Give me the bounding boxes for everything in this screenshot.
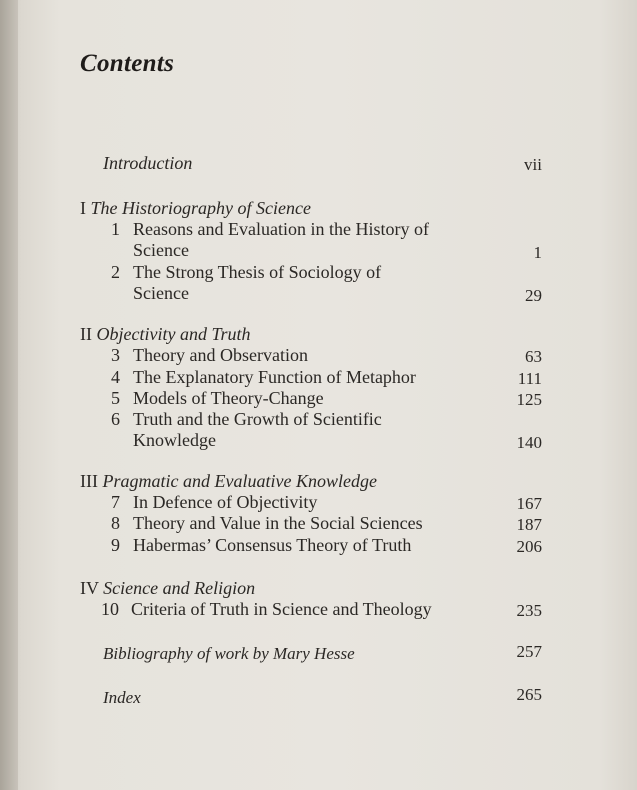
chapter-line <box>111 513 423 534</box>
chapter-title: Habermas’ Consensus Theory of Truth <box>133 535 412 555</box>
chapter-page: 187 <box>516 515 542 534</box>
chapter-number: 5 <box>111 388 120 408</box>
part-title: Objectivity and Truth <box>96 324 251 344</box>
index-label: Index <box>103 688 141 707</box>
chapter-number: 8 <box>111 513 120 533</box>
chapter-number: 3 <box>111 345 120 365</box>
part-heading <box>80 324 250 345</box>
chapter-line <box>111 492 317 513</box>
chapter-line <box>111 219 429 240</box>
part-heading <box>80 578 255 599</box>
chapter-title: In Defence of Objectivity <box>133 492 318 512</box>
bibliography-page: 257 <box>516 642 542 661</box>
contents-heading: Contents <box>80 50 175 77</box>
chapter-page: 111 <box>517 369 542 388</box>
chapter-title-continued: Science <box>133 283 189 303</box>
chapter-line <box>111 262 381 283</box>
bibliography-label: Bibliography of work by Mary Hesse <box>103 644 355 663</box>
chapter-page: 29 <box>525 286 542 305</box>
chapter-title: The Explanatory Function of Metaphor <box>133 367 416 387</box>
part-title: The Historiography of Science <box>90 198 311 218</box>
chapter-number: 1 <box>111 219 120 239</box>
chapter-title: Criteria of Truth in Science and Theology <box>131 599 432 619</box>
chapter-page: 167 <box>516 494 542 513</box>
chapter-title-continued: Science <box>133 240 189 260</box>
part-heading <box>80 471 377 492</box>
part-numeral: IV <box>80 578 99 598</box>
chapter-title: Reasons and Evaluation in the History of <box>133 219 429 239</box>
chapter-page: 63 <box>525 347 542 366</box>
chapter-page: 1 <box>533 243 542 262</box>
chapter-title-continued: Knowledge <box>133 430 216 450</box>
intro-page: vii <box>524 155 542 174</box>
chapter-line <box>111 345 308 366</box>
chapter-line <box>111 367 416 388</box>
chapter-number: 10 <box>101 599 119 619</box>
chapter-number: 7 <box>111 492 120 512</box>
chapter-title: Truth and the Growth of Scientific <box>133 409 382 429</box>
chapter-number: 2 <box>111 262 120 282</box>
intro-label: Introduction <box>103 153 193 173</box>
chapter-title: The Strong Thesis of Sociology of <box>133 262 382 282</box>
chapter-number: 4 <box>111 367 120 387</box>
chapter-number: 6 <box>111 409 120 429</box>
chapter-page: 125 <box>516 390 542 409</box>
part-title: Pragmatic and Evaluative Knowledge <box>102 471 377 491</box>
part-numeral: I <box>80 198 86 218</box>
chapter-line <box>111 388 324 409</box>
chapter-page: 235 <box>516 601 542 620</box>
part-title: Science and Religion <box>103 578 256 598</box>
chapter-line <box>111 409 382 430</box>
chapter-number: 9 <box>111 535 120 555</box>
chapter-title: Theory and Value in the Social Sciences <box>133 513 423 533</box>
chapter-line <box>101 599 432 620</box>
chapter-title: Models of Theory-Change <box>133 388 324 408</box>
chapter-page: 140 <box>516 433 542 452</box>
index-page: 265 <box>516 685 542 704</box>
chapter-line <box>111 535 411 556</box>
part-numeral: III <box>80 471 98 491</box>
chapter-title: Theory and Observation <box>133 345 308 365</box>
book-spine-shadow <box>0 0 18 790</box>
chapter-page: 206 <box>516 537 542 556</box>
part-numeral: II <box>80 324 92 344</box>
part-heading <box>80 198 311 219</box>
